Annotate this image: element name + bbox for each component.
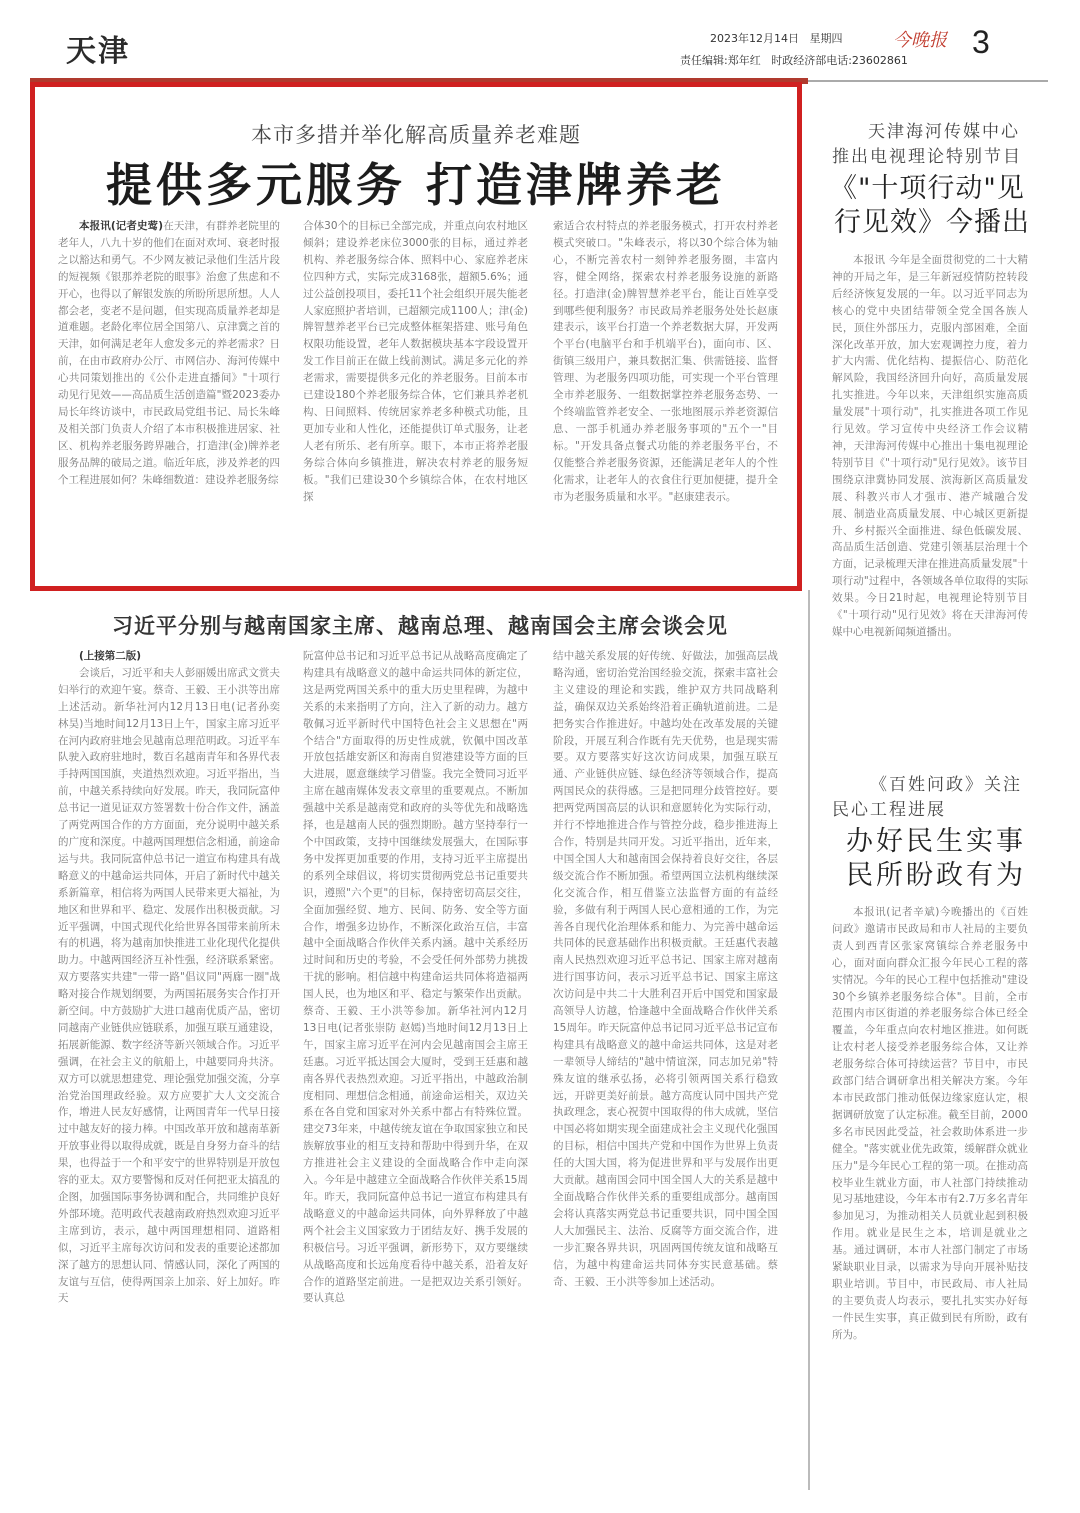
side1-title-1: 《"十项行动"见 [830,173,1025,204]
date-line [710,30,843,46]
lead-column-3: 索适合农村特点的养老服务模式，打开农村养老模式突破口。"朱峰表示，将以30个综合体为轴心，不断完善农村一刻钟养老服务圈，丰富内容，健全网络，探索农村养老服务设施的新路径。打造津(金)牌智慧养老平台，能让百姓享受到哪些便利服务？市民政局养老服务处处长赵康建表示，该平台打造一个养老数据大屏，开发两个平台(电脑平台和手机端平台)，面向市、区、街镇三级用户，兼具数据汇集、供需链接、监督管理、为老服务四项功能，可实现一个平台管理全市养老服务、一组数据掌控养老服务态势、一个终端监管养老安全、一张地图展示养老资源信息、一部手机通办养老服务事项的"五个一"目标。"开发具备点餐式功能的养老服务平台，不仅能整合养老服务资源，还能满足老年人的个性化需求，让老年人的衣食住行更加便捷，提升全市为老服务质量和水平。"赵康建表示。 [553,220,778,503]
section-name: 天津 [66,34,130,69]
lead-byline: 本报讯(记者史莺) [79,220,164,232]
side1-title-2: 行见效》今播出 [834,207,1030,238]
editor: 责任编辑:郑年红 [680,54,761,67]
lead-column-1: 本报讯(记者史莺)在天津，有群养老院里的老年人，八九十岁的他们在面对欢坷、衰老时报之以豁达和勇气。不少网友被记录他们生活片段的短视频《银那养老院的眼事》治愈了焦虑和不开心，也得以了解银发族的所盼所思所想。人人都会老，变老不是问题，但实现高质量养老却是道难题。老龄化率位居全国第八、京津冀之首的天津，如何满足老年人愈发多元的养老需求？日前，在由市政府办公厅、市网信办、海河传媒中心共同策划推出的《公仆走进直播间》"十项行动见行见效——高品质生活创造篇"暨2023委办局长年终访谈中，市民政局党组书记、局长朱峰及相关部门负责人介绍了本市积极推进居家、社区、机构养老服务跨界融合，打造津(金)牌养老服务品牌的破局之道。临近年底，涉及养老的四个工程进展如何？朱峰细数道：建设养老服务综 [58,220,280,486]
lead-kicker: 本市多措并举化解高质量养老难题 [251,123,581,147]
second-column-1: (上接第二版) 会谈后，习近平和夫人彭丽媛出席武文赏夫妇举行的欢迎午宴。蔡奇、王毅、王小洪等出席上述活动。新华社河内12月13日电(记者孙奕 林昊)当地时间12月13日上午，国家主席习近平在河内政府驻地会见越南总理范明政。习近平车队驶入政府驻地时，数百名越南青年和各界代表手持两国国旗，夹道热烈欢迎。习近平指出，当前，中越关系持续向好发展。昨天，我同阮富仲总书记一道见证双方签署数十份合作文件，涵盖了两党两国合作的方方面面，充分说明中越关系的广度和深度。中越两国理想信念相通，前途命运与共。我同阮富仲总书记一道宣布构建具有战略意义的中越命运共同体，开启了新时代中越关系新篇章，相信将为两国人民带来更大福祉，为地区和世界和平、稳定、发展作出积极贡献。习近平强调，中国式现代化给世界各国带来前所未有的机遇，将为越南加快推进工业化现代化提供助力。中越两国经济互补性强，经济联系紧密。双方要落实共建"一带一路"倡议同"两廊一圈"战略对接合作规划纲要，为两国拓展务实合作打开新空间。中方鼓励扩大进口越南优质产品，密切同越南产业链供应链联系，加强互联互通建设，拓展新能源、数字经济等新兴领域合作。习近平强调，在社会主义的航船上，中越要同舟共济。双方可以就思想建党、理论强党加强交流，分享治党治国理政经验。双方应要扩大人文交流合作，增进人民友好感情，让两国青年一代早日接过中越友好的接力棒。中国改革开放和越南革新开放事业得以取得成就，既是自身努力奋斗的结果，也得益于一个和平安宁的世界特别是开放包容的亚太。双方要警惕和反对任何把亚太搞乱的企图，加强国际事务协调和配合，共同维护良好外部环境。范明政代表越南政府热烈欢迎习近平主席到访，表示，越中两国理想相同、道路相似，习近平主席每次访问和发表的重要论述都加深了越方的思想认同、情感认同，深化了两国的友谊与互信，使得两国亲上加亲、好上加好。昨天 [58,650,280,1305]
side1-body: 本报讯 今年是全面贯彻党的二十大精神的开局之年，是三年新冠疫情防控转段后经济恢复发展的一年。以习近平同志为核心的党中央团结带领全党全国各族人民，顶住外部压力，克服内部困难，全面深化改革开放，加大宏观调控力度，着力扩大内需、优化结构、提振信心、防范化解风险，我国经济回升向好，高质量发展扎实推进。今年以来，天津组织实施高质量发展"十项行动"，扎实推进各项工作见行见效。学习宣传中央经济工作会议精神，天津海河传媒中心推出十集电视理论特别节目《"十项行动"见行见效》。该节目围绕京津冀协同发展、滨海新区高质量发展、科教兴市人才强市、港产城融合发展、制造业高质量发展、中心城区更新提升、乡村振兴全面推进、绿色低碳发展、高品质生活创造、党建引领基层治理十个方面，记录梳理天津在推进高质量发展"十项行动"过程中，各领域各单位取得的实际效果。今日21时起，电视理论特别节目《"十项行动"见行见效》将在天津海河传媒中心电视新闻频道播出。 [832,254,1028,638]
side2-title-1: 办好民生实事 [846,826,1026,857]
side2-kicker-1: 《百姓问政》关注 [870,775,1022,795]
second-column-3: 结中越关系发展的好传统、好做法，加强高层战略沟通，密切治党治国经验交流，探索丰富社会主义建设的理论和实践，维护双方共同战略利益，确保双边关系始终沿着正确轨道前进。二是把务实合作推进好。中越均处在改革发展的关键阶段，开展互利合作既有先天优势，也是现实需要。双方要落实好这次访问成果，加强互联互通、产业链供应链、绿色经济等领域合作，提高两国民众的获得感。三是把同理分歧管控好。要把两党两国高层的认识和意愿转化为实际行动，并行不悖地推进合作与管控分歧，稳步推进海上合作，特别是共同开发。习近平指出，近年来，中国全国人大和越南国会保持着良好交往，各层级交流合作不断加强。希望两国立法机构继续深化交流合作，相互借鉴立法监督方面的有益经验，多做有利于两国人民心意相通的工作，为完善各自现代化治理体系和能力、为完善中越命运共同体的民意基础作出积极贡献。王廷惠代表越南人民热烈欢迎习近平总书记、国家主席对越南进行国事访问，表示习近平总书记、国家主席这次访问是中共二十大胜利召开后中国党和国家最高领导人访越，恰逢越中全面战略合作伙伴关系15周年。昨天阮富仲总书记同习近平总书记宣布构建具有战略意义的越中命运共同体，这是对老一辈领导人缔结的"越中情谊深，同志加兄弟"特殊友谊的继承弘扬，必将引领两国关系行稳致远，开辟更美好前景。越方高度认同中国共产党执政理念，衷心祝贺中国取得的伟大成就，坚信中国必将如期实现全面建成社会主义现代化强国的目标，相信中国共产党和中国作为世界上负责任的大国大国，将为促进世界和平与发展作出更大贡献。越南国会同中国全国人大的关系是越中全面战略合作伙伴关系的重要组成部分。越南国会将认真落实两党总书记重要共识，同中国全国人大加强民主、法治、反腐等方面交流合作，进一步汇聚各界共识，巩固两国传统友谊和战略互信，为越中构建命运共同体夯实民意基础。蔡奇、王毅、王小洪等参加上述活动。 [553,650,778,1288]
page-number: 3 [972,24,990,60]
lead-column-2: 合体30个的目标已全部完成，并重点向农村地区倾斜；建设养老床位3000张的目标，通过养老机构、养老服务综合体、照料中心、家庭养老床位四种方式，实际完成3168张，超额5.6%；通过公益创投项目，委托11个社会组织开展失能老人家庭照护者培训，已超额完成1100人；津(金)牌智慧养老平台已完成整体框架搭建、账号角色权限功能设置，老年人数据模块基本字段设置开发工作目前正在做上线前测试。满足多元化的养老需求，需要提供多元化的养老服务。目前本市已建设180个养老服务综合体，它们兼具养老机构、日间照料、传统居家养老多种模式功能，且更加专业和人性化，还能提供订单式服务，让老人老有所乐、老有所享。眼下，本市正将养老服务综合体向乡镇推进，解决农村养老的服务短板。"我们已建设30个乡镇综合体，在农村地区探 [303,220,528,503]
continued-note: (上接第二版) [79,650,142,662]
side2-title-2: 民所盼政有为 [846,860,1026,891]
dept-phone: 时政经济部电话:23602861 [771,54,908,67]
second-headline: 习近平分别与越南国家主席、越南总理、越南国会主席会谈会见 [112,614,728,638]
side2-body: 本报讯(记者辛斌)今晚播出的《百姓问政》邀请市民政局和市人社局的主要负责人到西青区张家窝镇综合养老服务中心，面对面向群众汇报今年民心工程的落实情况。今年的民心工程中包括推动"建设30个乡镇养老服务综合体"。目前，全市范围内市区街道的养老服务综合体已经全覆盖，今年重点向农村地区推进。如何既让农村老人接受养老服务综合体，又让养老服务综合体可持续运营？节目中，市民政部门结合调研拿出相关解决方案。今年本市民政部门推动低保边缘家庭认定，根据调研放宽了认定标准。截至目前，2000多名市民因此受益，社会救助体系进一步健全。"落实就业优先政策，缓解群众就业压力"是今年民心工程的第一项。在推动高校毕业生就业方面，市人社部门持续推动见习基地建设，今年本市有2.7万多名青年参加见习，为推动相关人员就业起到积极作用。就业是民生之本，培训是就业之基。通过调研，本市人社部门制定了市场紧缺职业目录，以需求为导向开展补贴技职业培训。节目中，市民政局、市人社局的主要负责人均表示，要扎扎实实办好每一件民生实事，真正做到民有所盼，政有所为。 [832,906,1028,1341]
newspaper-logo: 今晚报 [893,30,947,51]
side1-kicker-2: 推出电视理论特别节目 [832,147,1022,167]
side1-kicker-1: 天津海河传媒中心 [868,122,1020,142]
date: 2023年12月14日 [710,32,799,45]
masthead [0,0,1080,80]
second-column-2: 阮富仲总书记和习近平总书记从战略高度确定了构建具有战略意义的越中命运共同体的新定位，这是两党两国关系中的重大历史里程碑，为越中关系的未来指明了方向，注入了新的动力。越方敬佩习近平新时代中国特色社会主义思想在"两个结合"方面取得的历史性成就，钦佩中国改革开放包括雄安新区和海南自贸港建设等方面的巨大进展，愿意继续学习借鉴。我完全赞同习近平主席在越南媒体发表文章里的重要观点。不断加强越中关系是越南党和政府的头等优先和战略选择，也是越南人民的强烈期盼。越方坚持奉行一个中国政策，支持中国继续发展强大，在国际事务中发挥更加重要的作用，支持习近平主席提出的系列全球倡议，将切实贯彻两党总书记重要共识，遵照"六个更"的目标，保持密切高层交往，全面加强经贸、地方、民间、防务、安全等方面合作，增强多边协作，不断深化政治互信，丰富越中全面战略合作伙伴关系内涵。越中关系经历过时间和历史的考验，不会受任何外部势力挑拨干扰的影响。相信越中构建命运共同体将造福两国人民，也为地区和平、稳定与繁荣作出贡献。蔡奇、王毅、王小洪等参加。新华社河内12月13日电(记者张崇防 赵嫣)当地时间12月13日上午，国家主席习近平在河内会见越南国会主席王廷惠。习近平抵达国会大厦时，受到王廷惠和越南各界代表热烈欢迎。习近平指出，中越政治制度相同、理想信念相通，前途命运相关，双边关系在各自党和国家对外关系中都占有特殊位置。建交73年来，中越传统友谊在争取国家独立和民族解放事业的相互支持和帮助中得到升华，在双方推进社会主义建设的全面战略合作中走向深入。今年是中越建立全面战略合作伙伴关系15周年。昨天，我同阮富仲总书记一道宣布构建具有战略意义的中越命运共同体，向外界释放了中越两个社会主义国家致力于团结友好、携手发展的积极信号。习近平强调，新形势下，双方要继续从战略高度和长远角度看待中越关系，沿着友好合作的道路坚定前进。一是把双边关系引领好。要认真总 [303,650,528,1305]
side2-kicker-2: 民心工程进展 [832,800,946,820]
column-divider [808,590,810,1490]
weekday: 星期四 [809,32,843,45]
editor-line [680,52,908,68]
header-rule-gray [808,80,1048,82]
lead-headline: 提供多元服务 打造津牌养老 [105,158,726,212]
